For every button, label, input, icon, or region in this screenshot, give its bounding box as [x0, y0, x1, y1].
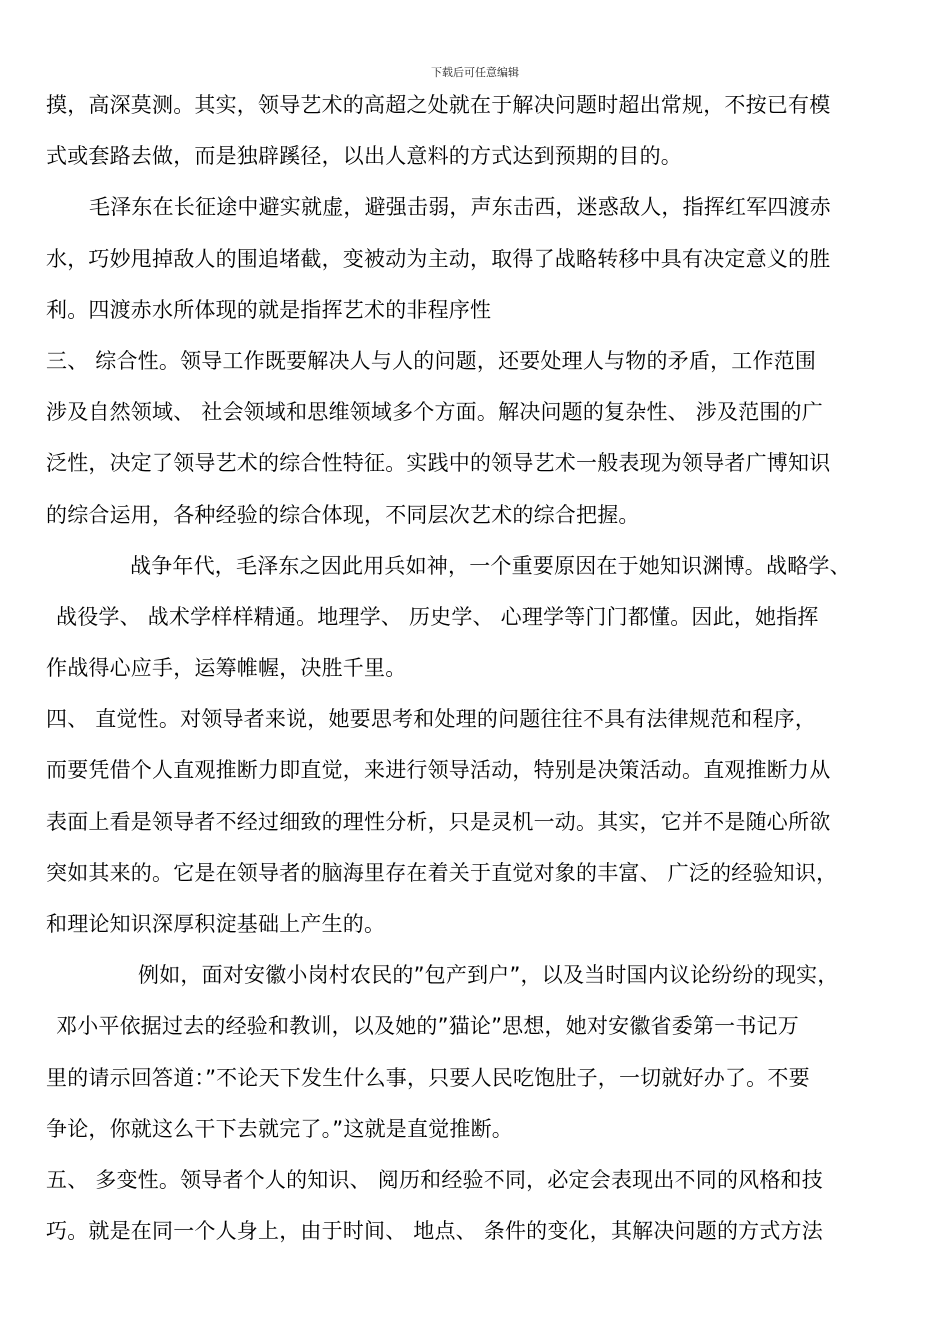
text-line: 争论，你就这么干下去就完了。”这就是直觉推断。: [46, 1116, 513, 1141]
text-line: 而要凭借个人直观推断力即直觉，来进行领导活动，特别是决策活动。直观推断力从: [46, 758, 831, 783]
text-line: 泛性，决定了领导艺术的综合性特征。实践中的领导艺术一般表现为领导者广博知识: [46, 451, 831, 476]
page-header: 下载后可任意编辑: [431, 66, 519, 79]
text-line: 巧。就是在同一个人身上，由于时间、 地点、 条件的变化，其解决问题的方式方法: [46, 1219, 823, 1244]
text-line: 涉及自然领域、 社会领域和思维领域多个方面。解决问题的复杂性、 涉及范围的广: [46, 400, 823, 425]
text-line: 战役学、 战术学样样精通。地理学、 历史学、 心理学等门门都懂。因此，她指挥: [56, 604, 819, 629]
text-line: 毛泽东在长征途中避实就虚，避强击弱，声东击西，迷惑敌人，指挥红军四渡赤: [89, 195, 831, 220]
body-text: [46, 80, 921, 1257]
text-line: 摸，高深莫测。其实，领导艺术的高超之处就在于解决问题时超出常规，不按已有模: [46, 93, 831, 117]
text-line: 邓小平依据过去的经验和教训，以及她的”猫论”思想，她对安徽省委第一书记万: [56, 1014, 799, 1039]
text-line: 的综合运用，各种经验的综合体现，不同层次艺术的综合把握。: [46, 502, 640, 527]
text-line: 表面上看是领导者不经过细致的理性分析，只是灵机一动。其实，它并不是随心所欲: [46, 809, 831, 834]
text-line: 里的请示回答道：”不论天下发生什么事，只要人民吃饱肚子，一切就好办了。不要: [46, 1065, 810, 1090]
section-heading-three: 三、 综合性。领导工作既要解决人与人的问题，还要处理人与物的矛盾，工作范围: [46, 348, 817, 373]
text-line: 战争年代，毛泽东之因此用兵如神，一个重要原因在于她知识渊博。战略学、: [130, 553, 851, 578]
section-heading-five: 五、 多变性。领导者个人的知识、 阅历和经验不同，必定会表现出不同的风格和技: [46, 1167, 823, 1192]
text-line: 作战得心应手，运筹帷幄，决胜千里。: [46, 656, 407, 681]
text-line: 利。四渡赤水所体现的就是指挥艺术的非程序性: [46, 297, 492, 322]
text-line: 突如其来的。它是在领导者的脑海里存在着关于直觉对象的丰富、 广泛的经验知识，: [46, 860, 838, 885]
text-line: 和理论知识深厚积淀基础上产生的。: [46, 912, 386, 936]
section-heading-four: 四、 直觉性。对领导者来说，她要思考和处理的问题往往不具有法律规范和程序，: [46, 707, 817, 732]
text-line: 式或套路去做，而是独辟蹊径，以出人意料的方式达到预期的目的。: [46, 144, 682, 169]
text-line: 水，巧妙甩掉敌人的围追堵截，变被动为主动，取得了战略转移中具有决定意义的胜: [46, 246, 831, 271]
text-line: 例如，面对安徽小岗村农民的”包产到户”，以及当时国内议论纷纷的现实，: [138, 963, 839, 988]
